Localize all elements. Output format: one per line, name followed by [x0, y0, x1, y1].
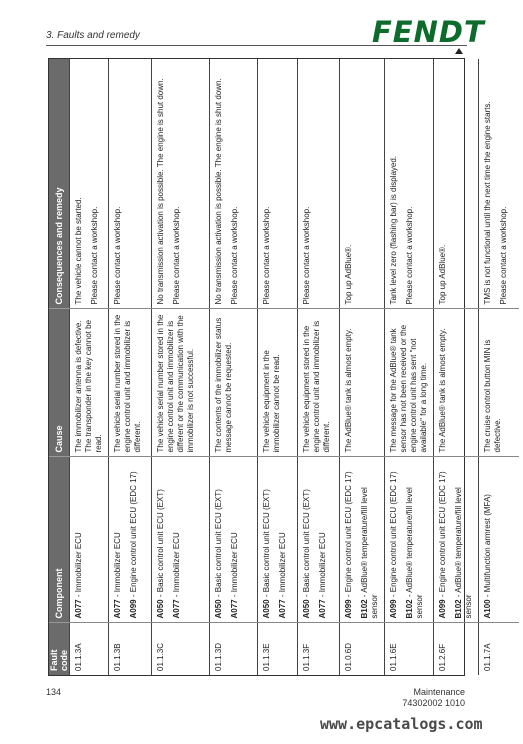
cause-cell: The AdBlue® tank is almost empty. [434, 309, 479, 457]
cause-cell: The message for the AdBlue® tank sensor has not been received or the engine control unit has sent "not available" for a long time. [385, 309, 434, 457]
remedy-cell [434, 59, 479, 309]
component-line [278, 462, 288, 619]
component-cell [479, 457, 519, 623]
remedy-cell [70, 59, 109, 309]
component-line [129, 462, 139, 619]
footer-section: Maintenance [413, 687, 465, 697]
component-line [389, 462, 399, 619]
component-cell [385, 457, 434, 623]
fault-code-cell: 01.1.3B [109, 623, 152, 675]
remedy-line: Please contact a workshop. [302, 206, 311, 305]
component-cell [152, 457, 210, 623]
cause-cell: The AdBlue® tank is almost empty. [340, 309, 385, 457]
fault-code-cell: 01.1.3F [298, 623, 340, 675]
footer-doc-number: 74302002 1010 [402, 698, 465, 708]
component-line [230, 462, 240, 619]
remedy-line: No transmission activation is possible. The engine is shut down. [214, 78, 223, 305]
cause-cell: The vehicle serial number stored in the engine control unit and immobilizer is different. [109, 309, 152, 457]
component-code: B102 [360, 599, 369, 619]
component-name: - Basic control unit ECU (EXT) [262, 489, 271, 600]
component-name: - Engine control unit ECU (EDC 17) [129, 471, 138, 600]
component-name: - Immobilizer ECU [278, 532, 287, 600]
fault-code-cell: 01.1.6E [385, 623, 434, 675]
component-name: - AdBlue® temperature/fill level sensor [454, 487, 473, 619]
remedy-cell [340, 59, 385, 309]
fault-code-cell: 01.1.7A [479, 623, 519, 675]
triangle-up-icon [455, 48, 463, 54]
table-row [70, 59, 109, 675]
component-cell [109, 457, 152, 623]
fault-table-frame [48, 58, 508, 676]
fendt-logo: FENDT [372, 15, 485, 49]
cause-cell: The immobilizer antenna is defective. The transponder in the key cannot be read. [70, 309, 109, 457]
remedy-line: Please contact a workshop. [262, 206, 271, 305]
component-name: - Immobilizer ECU [172, 532, 181, 600]
component-code: A050 [214, 599, 223, 619]
fault-code-cell: 01.0.6D [340, 623, 385, 675]
component-code: A077 [172, 599, 181, 619]
table-row [340, 59, 385, 675]
table-row [479, 59, 519, 675]
remedy-line: Please contact a workshop. [499, 206, 508, 305]
component-name: - Engine control unit ECU (EDC 17) [389, 471, 398, 600]
remedy-line: Please contact a workshop. [172, 206, 181, 305]
header-divider [46, 45, 467, 46]
component-cell [340, 457, 385, 623]
component-line [156, 462, 166, 619]
remedy-line: Please contact a workshop. [90, 206, 99, 305]
remedy-line: Tank level zero (flashing bar) is displayed. [389, 155, 398, 305]
component-code: A077 [230, 599, 239, 619]
component-code: A077 [318, 599, 327, 619]
component-name: - Engine control unit ECU (EDC 17) [344, 471, 353, 600]
remedy-cell [258, 59, 298, 309]
component-cell [258, 457, 298, 623]
cause-cell: The vehicle equipment stored in the engine control unit and immobilizer is different. [298, 309, 340, 457]
column-header-component: Component [49, 457, 70, 623]
component-line [214, 462, 224, 619]
component-line [172, 462, 182, 619]
fault-code-cell: 01.2.6F [434, 623, 479, 675]
component-name: - Basic control unit ECU (EXT) [214, 489, 223, 600]
table-row [258, 59, 298, 675]
component-code: A077 [113, 599, 122, 619]
component-line [360, 462, 380, 619]
column-header-fault-code: Fault code [49, 623, 70, 675]
component-name: - Immobilizer ECU [230, 532, 239, 600]
component-name: - Immobilizer ECU [113, 532, 122, 600]
component-line [318, 462, 328, 619]
remedy-line: Please contact a workshop. [405, 206, 414, 305]
component-code: A077 [74, 599, 83, 619]
remedy-line: Top up AdBlue®. [344, 244, 353, 305]
remedy-line: Top up AdBlue®. [438, 244, 447, 305]
component-code: A050 [302, 599, 311, 619]
component-cell [298, 457, 340, 623]
component-name: - AdBlue® temperature/fill level sensor [360, 487, 379, 619]
column-header-cause: Cause [49, 309, 70, 457]
fault-code-cell: 01.1.3E [258, 623, 298, 675]
component-code: A050 [262, 599, 271, 619]
fault-table-rotated [49, 59, 508, 675]
footer-info [402, 687, 465, 709]
component-name: - Immobilizer ECU [318, 532, 327, 600]
remedy-line: Please contact a workshop. [230, 206, 239, 305]
component-line [74, 462, 84, 619]
component-line [262, 462, 272, 619]
column-header-remedy: Consequences and remedy [49, 59, 70, 309]
component-line [344, 462, 354, 619]
table-body [70, 59, 519, 675]
remedy-line: Please contact a workshop. [113, 206, 122, 305]
fault-code-cell: 01.1.3D [210, 623, 258, 675]
watermark: www.epcatalogs.com [320, 715, 483, 733]
fault-code-cell: 01.1.3A [70, 623, 109, 675]
table-header-row [49, 59, 70, 675]
component-line [438, 462, 448, 619]
remedy-cell [152, 59, 210, 309]
section-title: 3. Faults and remedy [46, 30, 140, 41]
component-code: B102 [405, 599, 414, 619]
component-cell [210, 457, 258, 623]
remedy-cell [109, 59, 152, 309]
table-row [109, 59, 152, 675]
cause-cell: The cruise control button MIN is defective. [479, 309, 519, 457]
component-name: - Multifunction armrest (MFA) [483, 494, 492, 600]
component-line [113, 462, 123, 619]
component-code: A099 [129, 599, 138, 619]
component-code: A050 [156, 599, 165, 619]
component-line [483, 462, 493, 619]
component-name: - AdBlue® temperature/fill level sensor [405, 487, 424, 619]
component-line [405, 462, 425, 619]
remedy-cell [298, 59, 340, 309]
table-row [298, 59, 340, 675]
remedy-line: The vehicle cannot be started. [74, 197, 83, 305]
component-line [454, 462, 474, 619]
page-number: 134 [46, 687, 62, 697]
component-code: A077 [278, 599, 287, 619]
component-name: - Basic control unit ECU (EXT) [156, 489, 165, 600]
cause-cell: The contents of the immobilizer status message cannot be requested. [210, 309, 258, 457]
remedy-cell [210, 59, 258, 309]
component-code: A099 [344, 599, 353, 619]
component-cell [434, 457, 479, 623]
table-row [385, 59, 434, 675]
fault-code-cell: 01.1.3C [152, 623, 210, 675]
component-name: - Immobilizer ECU [74, 532, 83, 600]
component-line [302, 462, 312, 619]
remedy-cell [385, 59, 434, 309]
component-code: B102 [454, 599, 463, 619]
component-code: A099 [389, 599, 398, 619]
fault-table [49, 59, 519, 675]
remedy-line: TMS is not functional until the next time the engine starts. [483, 101, 492, 305]
component-name: - Engine control unit ECU (EDC 17) [438, 471, 447, 600]
remedy-line: No transmission activation is possible. The engine is shut down. [156, 78, 165, 305]
cause-cell: The vehicle equipment in the immobilizer cannot be read. [258, 309, 298, 457]
component-cell [70, 457, 109, 623]
component-name: - Basic control unit ECU (EXT) [302, 489, 311, 600]
table-row [152, 59, 210, 675]
cause-cell: The vehicle serial number stored in the engine control unit and immobilizer is different or the communication with the immobilizer is not successful. [152, 309, 210, 457]
remedy-cell [479, 59, 519, 309]
table-row [210, 59, 258, 675]
component-code: A100 [483, 599, 492, 619]
table-row [434, 59, 479, 675]
component-code: A099 [438, 599, 447, 619]
